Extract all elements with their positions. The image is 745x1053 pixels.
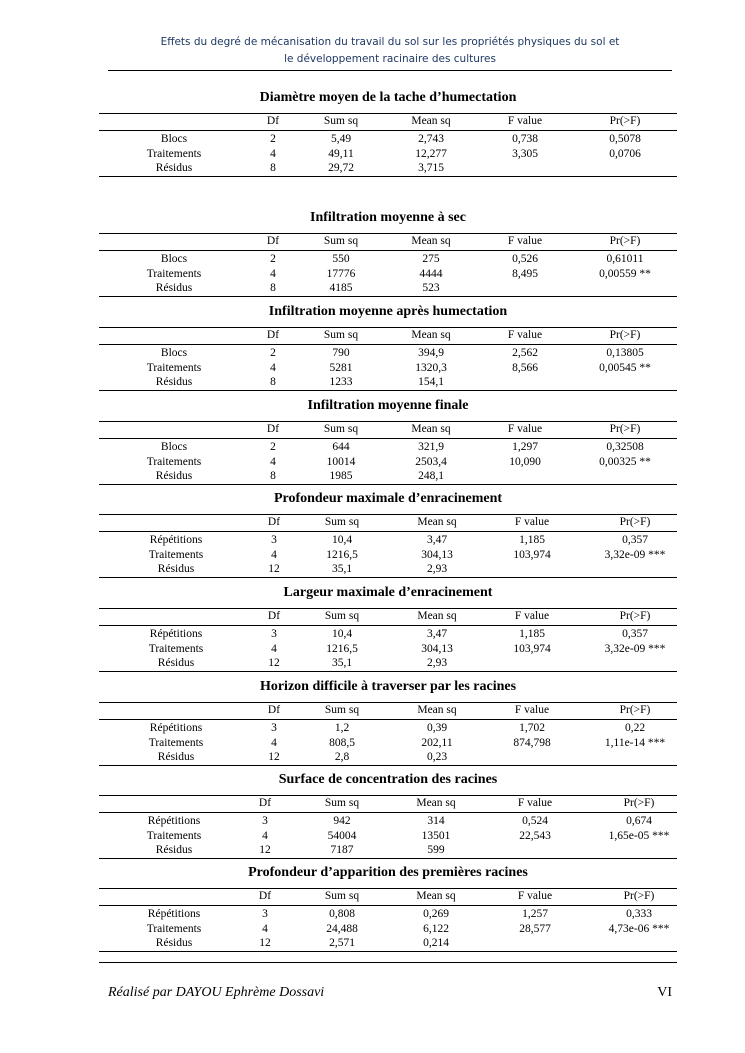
table-header-rule [99, 438, 677, 439]
column-header: Mean sq [417, 610, 457, 622]
column-header: Df [258, 797, 272, 809]
table-row [99, 440, 677, 454]
row-label: Blocs [160, 347, 188, 359]
table-cell: 2,743 [418, 133, 444, 145]
row-label: Répétitions [149, 534, 203, 546]
table-row [99, 548, 677, 562]
table-cell: 0,526 [512, 253, 538, 265]
table-title: Largeur maximale d’enracinement [283, 585, 493, 600]
page-number: VI [657, 985, 672, 1000]
table-cell: 0,333 [626, 908, 652, 920]
table-cell: 10,090 [509, 455, 541, 468]
column-header: Mean sq [417, 704, 457, 716]
table-cell: 4 [270, 147, 276, 160]
row-label: Blocs [160, 253, 188, 265]
column-header: Mean sq [417, 516, 457, 528]
table-cell: 4 [262, 829, 268, 842]
column-header: Df [267, 516, 281, 528]
table-cell: 314 [427, 815, 445, 827]
table-cell: 0,00545 ** [599, 361, 651, 374]
table-row [99, 907, 677, 921]
table-header-row [99, 114, 677, 128]
table-cell: 1,2 [334, 722, 350, 734]
table-row [99, 642, 677, 656]
table-cell: 304,13 [421, 642, 453, 655]
table-cell: 3,715 [418, 162, 444, 174]
column-header: Sum sq [324, 704, 360, 716]
row-label: Traitements [148, 642, 204, 655]
column-header: Sum sq [323, 329, 359, 341]
table-cell: 942 [333, 815, 351, 827]
table-cell: 154,1 [418, 376, 444, 388]
column-header: Mean sq [411, 115, 451, 127]
column-header: Df [267, 704, 281, 716]
table-cell: 0,5078 [609, 133, 641, 145]
table-row [99, 469, 677, 483]
table-cell: 35,1 [331, 563, 353, 575]
table-cell: 2 [270, 441, 276, 453]
table-cell: 1,65e-05 *** [608, 829, 670, 842]
table-cell: 3,47 [426, 534, 448, 546]
row-label: Traitements [146, 267, 202, 280]
table-cell: 3,47 [426, 628, 448, 640]
column-header: Pr(>F) [623, 797, 655, 809]
table-cell: 1216,5 [326, 548, 358, 561]
table-cell: 0,524 [522, 815, 548, 827]
table-title: Diamètre moyen de la tache d’humectation [259, 90, 517, 105]
table-cell: 103,974 [513, 548, 551, 561]
column-header: F value [514, 610, 550, 622]
table-header-row [99, 422, 677, 436]
column-header: Pr(>F) [609, 423, 641, 435]
footer-rule [99, 962, 677, 963]
row-label: Résidus [155, 937, 193, 949]
header-rule [108, 70, 672, 71]
table-cell: 0,357 [622, 628, 648, 640]
table-header-row [99, 703, 677, 717]
row-label: Résidus [155, 282, 193, 294]
row-label: Résidus [157, 657, 195, 669]
table-cell: 790 [332, 347, 350, 359]
table-cell: 4,73e-06 *** [608, 922, 670, 935]
column-header: F value [514, 516, 550, 528]
column-header: Sum sq [324, 890, 360, 902]
table-cell: 2 [270, 253, 276, 265]
table-cell: 394,9 [418, 347, 444, 359]
table-cell: 1,297 [512, 441, 538, 453]
column-header: Df [266, 329, 280, 341]
column-header: Sum sq [323, 423, 359, 435]
table-header-rule [99, 531, 677, 532]
column-header: Df [266, 115, 280, 127]
table-cell: 0,808 [329, 908, 355, 920]
column-header: Pr(>F) [609, 235, 641, 247]
table-header-row [99, 889, 677, 903]
table-row [99, 161, 677, 175]
table-cell: 12,277 [415, 147, 447, 160]
column-header: F value [517, 797, 553, 809]
table-cell: 0,13805 [606, 347, 644, 359]
row-label: Traitements [146, 922, 202, 935]
table-cell: 550 [332, 253, 350, 265]
table-bottom-rule [99, 577, 677, 578]
table-row [99, 656, 677, 670]
row-label: Traitements [148, 736, 204, 749]
table-cell: 7187 [330, 844, 354, 856]
header-line-2: le développement racinaire des cultures [284, 53, 496, 65]
table-cell: 2,93 [426, 657, 448, 669]
table-row [99, 533, 677, 547]
row-label: Blocs [160, 441, 188, 453]
table-cell: 12 [268, 657, 280, 669]
table-cell: 4444 [419, 267, 443, 280]
table-cell: 3 [262, 908, 268, 920]
table-cell: 2,8 [334, 751, 350, 763]
table-cell: 12 [268, 751, 280, 763]
row-label: Blocs [160, 133, 188, 145]
row-label: Résidus [155, 844, 193, 856]
row-label: Résidus [155, 162, 193, 174]
row-label: Répétitions [149, 722, 203, 734]
table-header-rule [99, 905, 677, 906]
table-row [99, 843, 677, 857]
table-row [99, 455, 677, 469]
column-header: F value [507, 423, 543, 435]
table-header-row [99, 234, 677, 248]
table-cell: 2 [270, 133, 276, 145]
table-cell: 4 [270, 455, 276, 468]
row-label: Résidus [155, 376, 193, 388]
table-cell: 0,23 [426, 751, 448, 763]
table-cell: 808,5 [329, 736, 355, 749]
table-bottom-rule [99, 671, 677, 672]
table-cell: 5,49 [330, 133, 352, 145]
table-cell: 321,9 [418, 441, 444, 453]
table-cell: 10,4 [331, 534, 353, 546]
column-header: Pr(>F) [623, 890, 655, 902]
table-cell: 4 [262, 922, 268, 935]
table-cell: 8,566 [512, 361, 538, 374]
table-cell: 3,32e-09 *** [604, 642, 666, 655]
table-cell: 4 [271, 736, 277, 749]
table-row [99, 562, 677, 576]
table-cell: 0,32508 [606, 441, 644, 453]
table-cell: 1,185 [519, 534, 545, 546]
row-label: Résidus [157, 563, 195, 575]
table-cell: 304,13 [421, 548, 453, 561]
column-header: Mean sq [416, 890, 456, 902]
column-header: Sum sq [323, 235, 359, 247]
table-cell: 54004 [327, 829, 357, 842]
table-cell: 4185 [329, 282, 353, 294]
table-cell: 0,22 [624, 722, 646, 734]
table-row [99, 814, 677, 828]
table-cell: 103,974 [513, 642, 551, 655]
table-cell: 8 [270, 376, 276, 388]
table-cell: 3 [271, 534, 277, 546]
table-cell: 29,72 [328, 162, 354, 174]
table-bottom-rule [99, 858, 677, 859]
table-title: Profondeur d’apparition des premières racines [248, 865, 528, 880]
table-title: Horizon difficile à traverser par les racines [259, 679, 517, 694]
table-cell: 1,185 [519, 628, 545, 640]
column-header: Mean sq [416, 797, 456, 809]
column-header: Pr(>F) [619, 704, 651, 716]
table-title: Infiltration moyenne finale [307, 398, 469, 413]
column-header: Pr(>F) [609, 329, 641, 341]
table-header-rule [99, 250, 677, 251]
table-cell: 0,738 [512, 133, 538, 145]
column-header: Sum sq [324, 516, 360, 528]
table-cell: 2,93 [426, 563, 448, 575]
table-cell: 248,1 [418, 470, 444, 482]
header-line-1: Effets du degré de mécanisation du travail du sol sur les propriétés physiques du sol et [160, 36, 620, 48]
row-label: Traitements [146, 829, 202, 842]
table-row [99, 375, 677, 389]
table-header-row [99, 796, 677, 810]
column-header: Mean sq [411, 423, 451, 435]
table-cell: 1985 [329, 470, 353, 482]
table-cell: 0,00559 ** [599, 267, 651, 280]
table-cell: 3,305 [512, 147, 538, 160]
table-cell: 4 [270, 361, 276, 374]
table-cell: 0,39 [426, 722, 448, 734]
running-header [108, 34, 672, 68]
table-header-row [99, 328, 677, 342]
table-cell: 523 [422, 282, 440, 294]
table-header-rule [99, 812, 677, 813]
table-cell: 2,562 [512, 347, 538, 359]
table-cell: 0,214 [423, 937, 449, 949]
table-header-rule [99, 344, 677, 345]
column-header: Pr(>F) [619, 610, 651, 622]
table-cell: 8 [270, 470, 276, 482]
table-cell: 644 [332, 441, 350, 453]
table-cell: 6,122 [423, 922, 449, 935]
row-label: Répétitions [147, 908, 201, 920]
table-row [99, 361, 677, 375]
table-cell: 1,257 [522, 908, 548, 920]
table-cell: 5281 [329, 361, 353, 374]
table-cell: 1216,5 [326, 642, 358, 655]
table-row [99, 829, 677, 843]
table-cell: 17776 [326, 267, 356, 280]
table-cell: 2,571 [329, 937, 355, 949]
table-cell: 8 [270, 162, 276, 174]
row-label: Traitements [148, 548, 204, 561]
table-cell: 28,577 [519, 922, 551, 935]
table-row [99, 721, 677, 735]
column-header: Pr(>F) [619, 516, 651, 528]
table-cell: 8 [270, 282, 276, 294]
table-cell: 8,495 [512, 267, 538, 280]
table-cell: 1,702 [519, 722, 545, 734]
column-header: Mean sq [411, 235, 451, 247]
row-label: Résidus [155, 470, 193, 482]
table-header-rule [99, 625, 677, 626]
table-cell: 202,11 [421, 736, 453, 749]
table-cell: 0,00325 ** [599, 455, 651, 468]
table-header-rule [99, 719, 677, 720]
table-row [99, 147, 677, 161]
table-row [99, 736, 677, 750]
table-bottom-rule [99, 951, 677, 952]
column-header: Df [267, 610, 281, 622]
column-header: Pr(>F) [609, 115, 641, 127]
table-cell: 12 [259, 844, 271, 856]
column-header: F value [514, 704, 550, 716]
table-cell: 3 [262, 815, 268, 827]
table-row [99, 281, 677, 295]
table-cell: 4 [271, 548, 277, 561]
column-header: F value [517, 890, 553, 902]
table-bottom-rule [99, 296, 677, 297]
table-cell: 0,61011 [606, 253, 644, 265]
table-cell: 1,11e-14 *** [604, 736, 666, 749]
table-cell: 1233 [329, 376, 353, 388]
table-bottom-rule [99, 390, 677, 391]
row-label: Répétitions [147, 815, 201, 827]
column-header: Sum sq [324, 610, 360, 622]
row-label: Traitements [146, 147, 202, 160]
table-title: Infiltration moyenne après humectation [268, 304, 508, 319]
table-cell: 3 [271, 628, 277, 640]
table-row [99, 922, 677, 936]
table-cell: 13501 [421, 829, 451, 842]
column-header: Df [258, 890, 272, 902]
column-header: Mean sq [411, 329, 451, 341]
table-cell: 0,357 [622, 534, 648, 546]
table-title: Profondeur maximale d’enracinement [273, 491, 503, 506]
table-row [99, 750, 677, 764]
table-cell: 3 [271, 722, 277, 734]
table-cell: 874,798 [513, 736, 551, 749]
table-cell: 4 [270, 267, 276, 280]
table-cell: 599 [427, 844, 445, 856]
table-bottom-rule [99, 765, 677, 766]
row-label: Traitements [146, 455, 202, 468]
table-cell: 2 [270, 347, 276, 359]
table-row [99, 252, 677, 266]
table-row [99, 346, 677, 360]
table-bottom-rule [99, 484, 677, 485]
table-cell: 49,11 [328, 147, 354, 160]
table-header-rule [99, 130, 677, 131]
column-header: Df [266, 423, 280, 435]
table-row [99, 627, 677, 641]
table-cell: 0,269 [423, 908, 449, 920]
row-label: Traitements [146, 361, 202, 374]
column-header: F value [507, 235, 543, 247]
table-cell: 12 [259, 937, 271, 949]
row-label: Répétitions [149, 628, 203, 640]
table-cell: 10014 [326, 455, 356, 468]
table-cell: 3,32e-09 *** [604, 548, 666, 561]
table-cell: 2503,4 [415, 455, 447, 468]
column-header: Df [266, 235, 280, 247]
table-cell: 275 [422, 253, 440, 265]
column-header: Sum sq [324, 797, 360, 809]
table-cell: 12 [268, 563, 280, 575]
table-header-row [99, 609, 677, 623]
table-cell: 35,1 [331, 657, 353, 669]
table-title: Infiltration moyenne à sec [310, 210, 466, 225]
column-header: F value [507, 329, 543, 341]
table-cell: 24,488 [326, 922, 358, 935]
table-bottom-rule [99, 176, 677, 177]
table-row [99, 132, 677, 146]
table-cell: 22,543 [519, 829, 551, 842]
table-header-row [99, 515, 677, 529]
table-title: Surface de concentration des racines [278, 772, 498, 787]
table-cell: 0,0706 [609, 147, 641, 160]
table-cell: 10,4 [331, 628, 353, 640]
table-row [99, 936, 677, 950]
table-row [99, 267, 677, 281]
table-cell: 1320,3 [415, 361, 447, 374]
table-cell: 0,674 [626, 815, 652, 827]
table-cell: 4 [271, 642, 277, 655]
column-header: F value [507, 115, 543, 127]
footer-credit: Réalisé par DAYOU Ephrème Dossavi [108, 985, 325, 1000]
column-header: Sum sq [323, 115, 359, 127]
row-label: Résidus [157, 751, 195, 763]
